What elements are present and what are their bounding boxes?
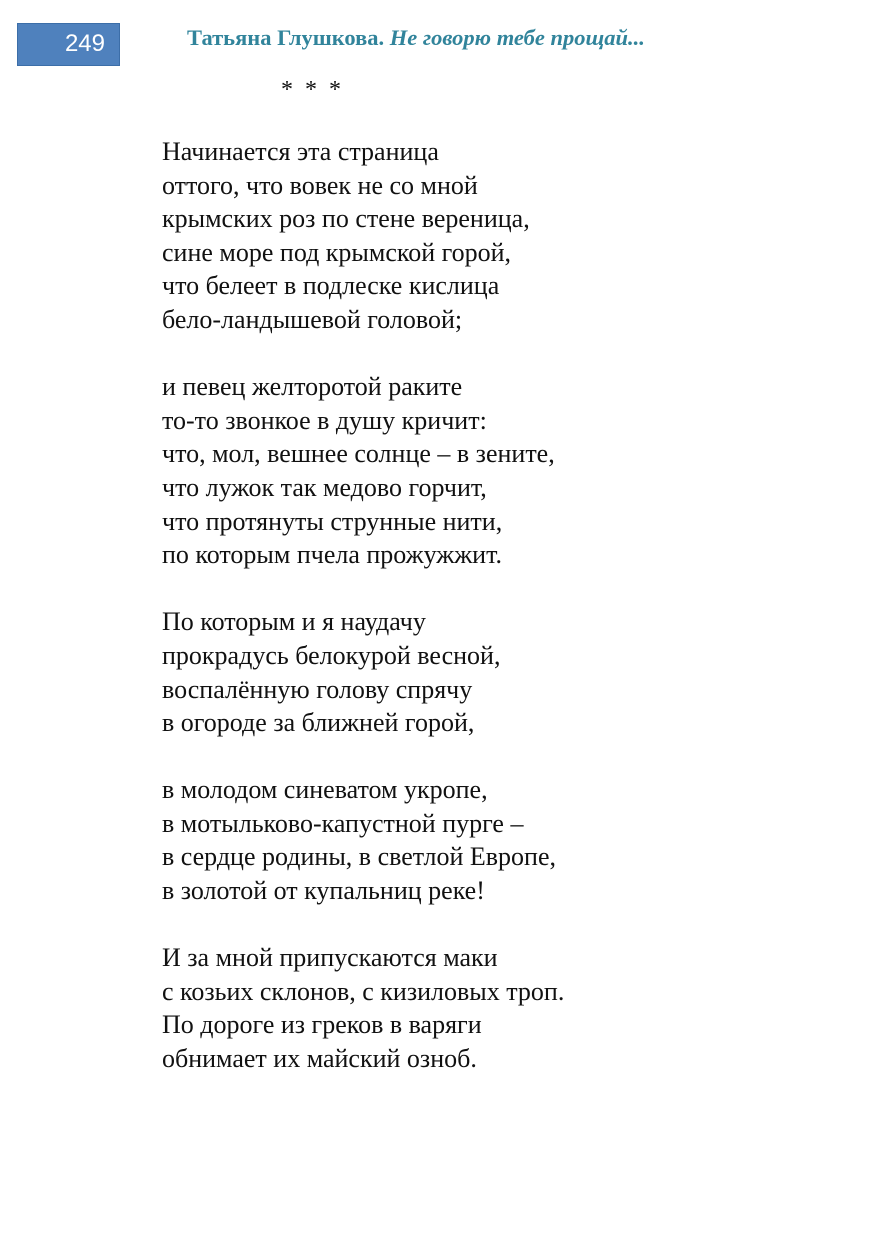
poem-line: что лужок так медово горчит, xyxy=(162,472,487,502)
poem-body xyxy=(162,135,564,1109)
poem-line: обнимает их майский озноб. xyxy=(162,1044,477,1074)
page-number: 249 xyxy=(64,30,105,57)
poem-line: и певец желторотой раките xyxy=(162,372,463,402)
stanza xyxy=(162,773,564,907)
header-title: Не говорю тебе прощай... xyxy=(389,25,645,50)
stanza xyxy=(162,135,564,337)
poem-line: крымских роз по стене вереница, xyxy=(162,204,530,234)
poem-separator: * * * xyxy=(281,77,344,103)
poem-line: сине море под крымской горой, xyxy=(162,237,512,267)
poem-line: с козьих склонов, с кизиловых троп. xyxy=(162,976,565,1006)
poem-line: По дороге из греков в варяги xyxy=(162,1010,482,1040)
poem-line: в молодом синеватом укропе, xyxy=(162,775,488,805)
poem-line: в мотыльково-капустной пурге – xyxy=(162,808,524,838)
poem-line: По которым и я наудачу xyxy=(162,607,426,637)
running-header xyxy=(187,24,645,51)
poem-line: в золотой от купальниц реке! xyxy=(162,876,485,906)
poem-line: в сердце родины, в светлой Европе, xyxy=(162,842,556,872)
poem-line: по которым пчела прожужжит. xyxy=(162,540,503,570)
poem-line: что белеет в подлеске кислица xyxy=(162,271,500,301)
poem-line: в огороде за ближней горой, xyxy=(162,708,475,738)
stanza xyxy=(162,605,564,739)
poem-line: И за мной припускаются маки xyxy=(162,943,498,973)
stanza xyxy=(162,941,564,1075)
poem-line: то-то звонкое в душу кричит: xyxy=(162,405,487,435)
poem-line: бело-ландышевой головой; xyxy=(162,304,463,334)
page-number-badge xyxy=(17,23,120,66)
poem-line: что, мол, вешнее солнце – в зените, xyxy=(162,439,555,469)
header-author: Татьяна Глушкова. xyxy=(187,25,385,50)
poem-line: прокрадусь белокурой весной, xyxy=(162,640,501,670)
poem-line: оттого, что вовек не со мной xyxy=(162,170,478,200)
poem-line: что протянуты струнные нити, xyxy=(162,506,503,536)
poem-line: Начинается эта страница xyxy=(162,137,439,166)
poem-line: воспалённую голову спрячу xyxy=(162,674,473,704)
stanza xyxy=(162,370,564,572)
